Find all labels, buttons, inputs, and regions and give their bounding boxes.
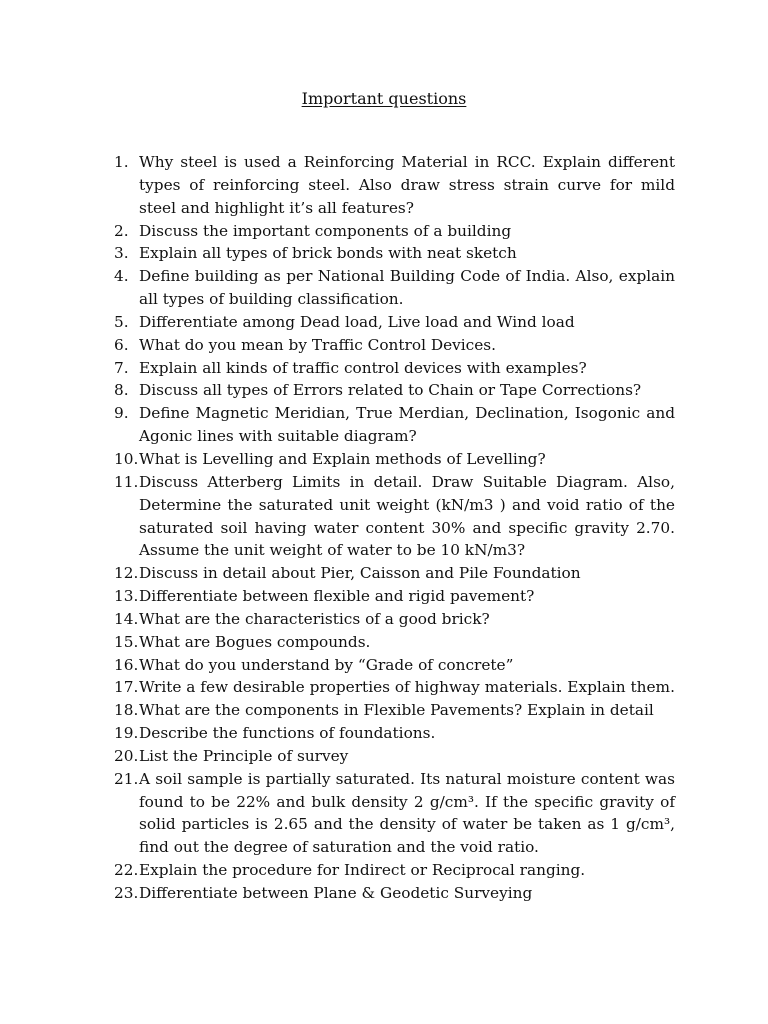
page-title: Important questions [301,89,467,108]
question-item [114,676,675,699]
question-text: What are the characteristics of a good brick? [139,609,490,628]
question-text: Differentiate between flexible and rigid pavement? [139,587,535,606]
question-item [114,471,675,562]
question-item [114,608,675,631]
question-number: 22. [114,861,139,880]
question-text: A soil sample is partially saturated. Its natural moisture content was found to be 22% and bulk density 2 g/cm³. If the specific gravity of solid particles is 2.65 and the density of water be taken as 1 g/cm³, find out the degree of saturation and the void ratio. [139,769,675,857]
question-number: 3. [114,244,129,263]
question-number: 14. [114,609,139,628]
question-text: What do you understand by “Grade of concrete” [139,655,514,674]
question-item [114,699,675,722]
question-text: Why steel is used a Reinforcing Material in RCC. Explain different types of reinforcing steel. Also draw stress strain curve for mild steel and highlight it’s all features? [139,153,675,217]
question-item [114,654,675,677]
question-text: Define building as per National Building Code of India. Also, explain all types of building classification. [139,267,675,309]
question-number: 10. [114,449,139,468]
question-number: 1. [114,153,129,171]
question-text: What do you mean by Traffic Control Devices. [139,335,497,354]
question-number: 7. [114,358,129,377]
question-text: Differentiate between Plane & Geodetic Surveying [139,884,533,902]
question-item [114,334,675,357]
question-number: 15. [114,632,139,651]
question-number: 20. [114,746,139,765]
question-item [114,402,675,448]
question-item [114,357,675,380]
question-text: Explain the procedure for Indirect or Reciprocal ranging. [139,861,586,880]
question-text: Describe the functions of foundations. [139,724,436,743]
question-text: What are the components in Flexible Pavements? Explain in detail [139,701,654,720]
question-item [114,745,675,768]
question-number: 4. [114,267,129,286]
question-item [114,882,675,905]
question-item [114,859,675,882]
question-number: 17. [114,678,139,697]
question-number: 18. [114,701,139,720]
question-number: 8. [114,381,129,400]
question-number: 5. [114,312,129,331]
question-text: Discuss the important components of a building [139,221,512,240]
question-item [114,265,675,311]
question-number: 11. [114,472,139,491]
question-item [114,379,675,402]
question-text: List the Principle of survey [139,746,349,765]
question-item [114,151,675,220]
question-number: 9. [114,404,129,423]
question-number: 23. [114,884,139,902]
question-item [114,768,675,859]
question-number: 16. [114,655,139,674]
question-number: 2. [114,221,129,240]
question-item [114,448,675,471]
question-number: 12. [114,564,139,583]
question-text: Discuss in detail about Pier, Caisson and Pile Foundation [139,564,581,583]
question-number: 19. [114,724,139,743]
question-text: Explain all kinds of traffic control devices with examples? [139,358,587,377]
question-text: Define Magnetic Meridian, True Merdian, Declination, Isogonic and Agonic lines with suitable diagram? [139,404,675,446]
question-text: What is Levelling and Explain methods of Levelling? [139,449,546,468]
question-number: 6. [114,335,129,354]
question-text: Explain all types of brick bonds with neat sketch [139,244,517,263]
question-item [114,220,675,243]
question-item [114,631,675,654]
question-number: 13. [114,587,139,606]
question-text: Discuss all types of Errors related to Chain or Tape Corrections? [139,381,642,400]
question-text: Discuss Atterberg Limits in detail. Draw Suitable Diagram. Also, Determine the saturated unit weight (kN/m3 ) and void ratio of the saturated soil having water content 30% and specific gravity 2.70. Assume the unit weight of water to be 10 kN/m3? [139,472,675,560]
question-text: Write a few desirable properties of highway materials. Explain them. [139,678,675,697]
question-number: 21. [114,769,139,788]
question-text: Differentiate among Dead load, Live load and Wind load [139,312,575,331]
question-list [114,151,675,905]
question-item [114,242,675,265]
question-item [114,311,675,334]
question-text: What are Bogues compounds. [139,632,371,651]
question-item [114,562,675,585]
question-item [114,585,675,608]
question-item [114,722,675,745]
